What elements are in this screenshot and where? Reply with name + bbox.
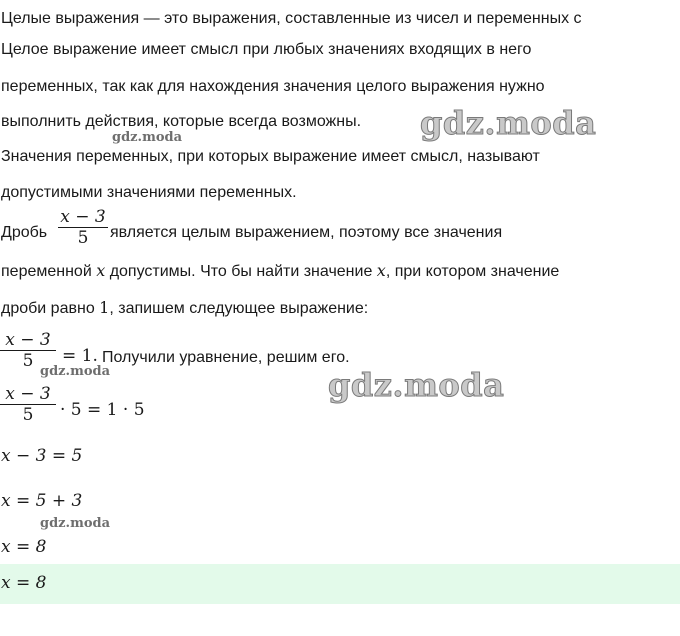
text-line-4: выполнить действия, которые всегда возможны. bbox=[1, 113, 362, 130]
equation-5: x = 8 bbox=[1, 537, 47, 557]
text-line-6: допустимыми значениями переменных. bbox=[1, 184, 297, 201]
fraction-numerator: x − 3 bbox=[5, 330, 51, 350]
text-line-3: переменных, так как для нахождения значения целого выражения нужно bbox=[1, 78, 545, 95]
equation-1-rhs: = 1. bbox=[62, 346, 98, 366]
text-line-9 bbox=[1, 298, 368, 319]
fraction-denominator: 5 bbox=[58, 227, 108, 248]
text-line-9-a: дроби равно bbox=[1, 300, 100, 317]
fraction-numerator: x − 3 bbox=[60, 207, 106, 227]
text-line-7-start: Дробь bbox=[1, 224, 48, 241]
text-line-8-c: , при котором значение bbox=[385, 263, 560, 280]
watermark-small: gdz.moda bbox=[112, 130, 183, 145]
number-one: 1 bbox=[99, 298, 110, 317]
fraction-denominator: 5 bbox=[0, 404, 56, 425]
equation-4: x = 5 + 3 bbox=[1, 491, 83, 511]
variable-x: x bbox=[376, 261, 386, 280]
text-line-1: Целые выражения — это выражения, составленные из чисел и переменных с bbox=[1, 10, 582, 27]
text-line-8-a: переменной bbox=[1, 263, 97, 280]
text-line-8-b: допустимы. Что бы найти значение bbox=[105, 263, 377, 280]
text-line-2: Целое выражение имеет смысл при любых значениях входящих в него bbox=[1, 41, 532, 58]
equation-2-fraction bbox=[0, 384, 56, 425]
variable-x: x bbox=[96, 261, 106, 280]
answer-highlight bbox=[0, 564, 680, 604]
fraction-numerator: x − 3 bbox=[5, 384, 51, 404]
text-line-9-b: , запишем следующее выражение: bbox=[109, 300, 369, 317]
text-line-5: Значения переменных, при которых выражение имеет смысл, называют bbox=[1, 148, 540, 165]
answer: x = 8 bbox=[1, 573, 47, 593]
fraction-denominator: 5 bbox=[0, 350, 56, 371]
inline-fraction bbox=[58, 207, 108, 248]
text-line-8 bbox=[1, 261, 559, 282]
text-line-10: Получили уравнение, решим его. bbox=[102, 349, 350, 366]
watermark-small: gdz.moda bbox=[40, 364, 111, 379]
watermark-large: gdz.moda bbox=[420, 104, 597, 142]
watermark-small: gdz.moda bbox=[40, 516, 111, 531]
watermark-large: gdz.moda bbox=[328, 366, 505, 404]
equation-3: x − 3 = 5 bbox=[1, 446, 83, 466]
text-line-7-end: является целым выражением, поэтому все значения bbox=[110, 224, 503, 241]
equation-2-rhs: · 5 = 1 · 5 bbox=[60, 400, 145, 420]
